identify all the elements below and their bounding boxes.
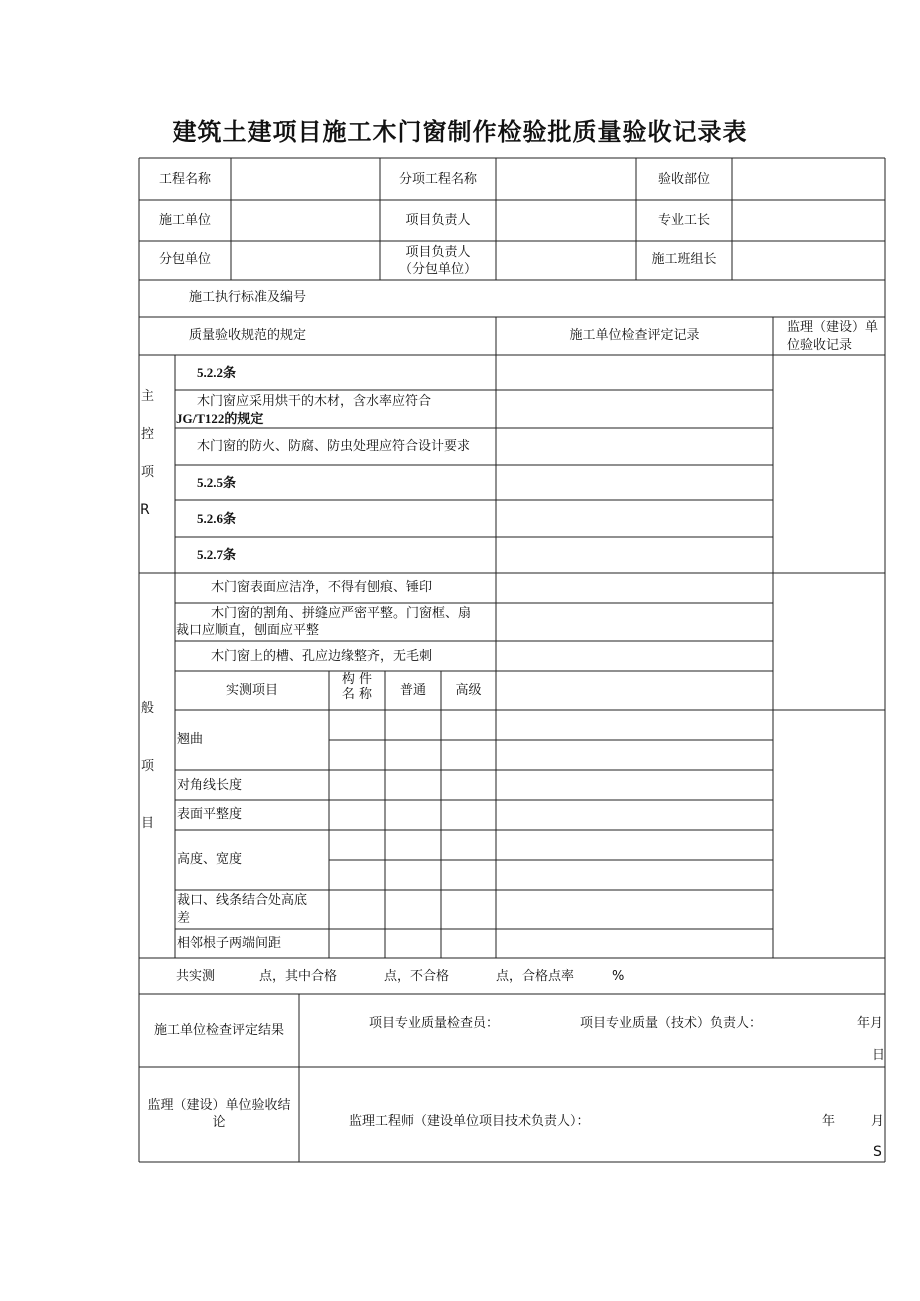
component-name-header-line2: 名 称 <box>341 687 373 702</box>
acceptance-part-label: 验收部位 <box>657 172 710 187</box>
summary-text: % <box>612 969 625 984</box>
sub-project-name-label: 分项工程名称 <box>398 172 477 187</box>
supervising-engineer-label: 监理工程师（建设单位项目技术负责人）： <box>349 1114 590 1129</box>
general-label-char: 般 <box>141 701 155 716</box>
summary-text: 点，不合格 <box>384 969 450 984</box>
summary-text: 点，合格点率 <box>496 969 575 984</box>
project-name-label: 工程名称 <box>158 172 211 187</box>
conclusion-month: 月 <box>871 1114 885 1129</box>
quality-lead-label: 项目专业质量（技术）负责人： <box>580 1016 763 1031</box>
main-item: 木门窗应采用烘干的木材，含水率应符合 <box>197 394 432 409</box>
advanced-grade-header: 高级 <box>455 683 482 698</box>
general-item: 木门窗表面应洁净，不得有刨痕、锤印 <box>211 580 433 595</box>
main-control-label-char: 主 <box>141 389 155 404</box>
measure-item: 裁口、线条结合处高底 <box>177 893 308 908</box>
main-control-label-char: 项 <box>141 465 155 480</box>
construction-unit-label: 施工单位 <box>158 213 211 228</box>
subcontract-unit-label: 分包单位 <box>158 252 211 267</box>
project-manager-label: 项目负责人 <box>405 213 471 228</box>
summary-text: 共实测 <box>176 969 216 984</box>
standard-label: 施工执行标准及编号 <box>189 290 307 305</box>
measure-item: 对角线长度 <box>177 778 243 793</box>
supervisor-header-line2: 位验收记录 <box>787 338 853 353</box>
main-item: 5.2.5条 <box>197 475 237 490</box>
main-control-label-char: R <box>140 502 150 518</box>
construction-record-header: 施工单位检查评定记录 <box>569 328 700 343</box>
measure-item-header: 实测项目 <box>225 683 278 698</box>
main-item: 5.2.7条 <box>197 547 237 562</box>
sub-manager-label-line2: （分包单位） <box>398 262 477 277</box>
sub-manager-label-line1: 项目负责人 <box>405 245 471 260</box>
general-item: 木门窗上的槽、孔应边缘整齐，无毛刺 <box>211 649 433 664</box>
result-label: 施工单位检查评定结果 <box>153 1023 284 1038</box>
conclusion-label-line2: 论 <box>212 1115 226 1130</box>
quality-inspector-label: 项目专业质量检查员： <box>369 1016 500 1031</box>
conclusion-year: 年 <box>822 1114 836 1129</box>
measure-item: 高度、宽度 <box>177 852 243 867</box>
result-date-day: 日 <box>872 1048 886 1063</box>
result-date-year-month: 年月 <box>857 1016 884 1031</box>
main-item: 5.2.6条 <box>197 511 237 526</box>
main-item: JG/T122的规定 <box>176 411 264 426</box>
conclusion-tail-mark: S <box>873 1144 882 1160</box>
spec-column-header: 质量验收规范的规定 <box>189 328 307 343</box>
general-item: 裁口应顺直，刨面应平整 <box>176 623 320 638</box>
measure-item: 相邻根子两端间距 <box>177 936 282 951</box>
team-leader-label: 施工班组长 <box>651 252 717 267</box>
conclusion-label-line1: 监理（建设）单位验收结 <box>147 1098 291 1113</box>
summary-text: 点，其中合格 <box>259 969 338 984</box>
professional-foreman-label: 专业工长 <box>657 213 710 228</box>
general-label-char: 目 <box>141 816 155 831</box>
supervisor-header-line1: 监理（建设）单 <box>787 320 879 335</box>
main-item: 5.2.2条 <box>197 365 237 380</box>
normal-grade-header: 普通 <box>399 683 426 698</box>
page-title: 建筑土建项目施工木门窗制作检验批质量验收记录表 <box>172 118 748 146</box>
component-name-header-line1: 构 件 <box>341 672 373 687</box>
measure-item: 表面平整度 <box>177 807 243 822</box>
main-control-label-char: 控 <box>141 427 155 442</box>
general-item: 木门窗的割角、拼缝应严密平整。门窗框、扇 <box>211 606 472 621</box>
measure-item: 差 <box>177 911 191 926</box>
measure-item: 翘曲 <box>177 732 204 747</box>
main-item: 木门窗的防火、防腐、防虫处理应符合设计要求 <box>197 439 471 454</box>
general-label-char: 项 <box>141 759 155 774</box>
